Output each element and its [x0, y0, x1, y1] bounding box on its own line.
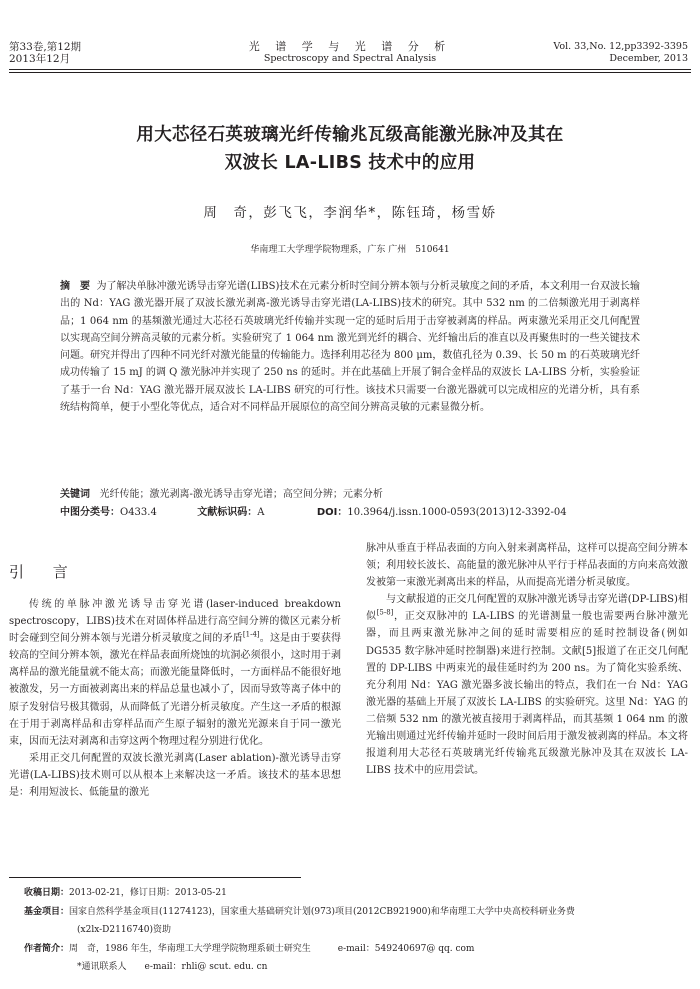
intro-paragraph-2-cont: 脉冲从垂直于样品表面的方向入射来剥离样品，这样可以提高空间分辨本领；利用较长波长、高能量的激光脉冲从平行于样品表面的方向来高效激发被第一束激光剥离出来的样品，从而提高光谱分析灵敏度。	[366, 543, 688, 589]
section-heading-intro: 引 言	[9, 563, 80, 581]
clc-value: O433.4	[120, 507, 157, 518]
footnote-rule	[9, 877, 301, 878]
author-bio	[24, 940, 690, 959]
affiliation: 华南理工大学理学院物理系，广东 广州 510641	[250, 245, 450, 255]
fund-info	[24, 903, 690, 922]
footnotes	[24, 884, 690, 977]
right-column	[366, 540, 688, 779]
received-label: 收稿日期：	[24, 888, 70, 898]
keywords-text: 光纤传能；激光剥离-激光诱导击穿光谱；高空间分辨；元素分析	[99, 489, 383, 500]
header-date-en: December, 2013	[609, 53, 688, 64]
keywords	[60, 486, 640, 503]
received-text: 2013-02-21，修订日期：2013-05-21	[69, 888, 227, 898]
doi-value: 10.3964/j.issn.1000-0593(2013)12-3392-04	[347, 507, 567, 518]
left-column	[9, 596, 341, 801]
intro-p3-text-a: 与文献报道的正交几何配置的双脉冲激光诱导击穿光谱(DP-LIBS)相似	[366, 594, 688, 623]
abstract-label: 摘 要	[60, 281, 91, 292]
title-line-1: 用大芯径石英玻璃光纤传输兆瓦级高能激光脉冲及其在	[136, 125, 564, 145]
title-line-2: 双波长 LA-LIBS 技术中的应用	[224, 153, 476, 173]
journal-title-en: Spectroscopy and Spectral Analysis	[263, 53, 437, 64]
fund-label: 基金项目：	[24, 906, 70, 917]
clc-label: 中图分类号：	[60, 507, 120, 518]
classification-row	[60, 504, 640, 521]
doi-label: DOI：	[316, 507, 348, 518]
intro-paragraph-2: 采用正交几何配置的双波长激光剥离(Laser ablation)-激光诱导击穿光谱(LA-LIBS)技术则可以从根本上来解决这一矛盾。该技术的基本思想是：利用短波长、低能量的激光	[9, 752, 341, 799]
keywords-label: 关键词	[60, 489, 90, 500]
header-volume-en: Vol. 33,No. 12,pp3392-3395	[553, 41, 688, 52]
abstract	[60, 278, 640, 416]
header-volume-en-block	[553, 41, 688, 65]
corresponding-author: *通讯联系人 e-mail：rhli@ scut. edu. cn	[77, 962, 268, 972]
header-volume	[9, 41, 81, 65]
intro-paragraph-1	[9, 596, 341, 750]
abstract-text: 为了解决单脉冲激光诱导击穿光谱(LIBS)技术在元素分析时空间分辨本领与分析灵敏度之间的矛盾，本文利用一台双波长输出的 Nd：YAG 激光器开展了双波长激光剥离-激光诱导击穿光谱(LA-LIBS)技术的研究。其中 532 nm 的二倍频激光用于剥离样品；1 064 nm 的基频激光通过大芯径石英玻璃光纤传输并实现一定的延时后用于击穿被剥离的样品。两束激光采用正交几何配置以实现高空间分辨高灵敏的元素分析。实验研究了 1 064 nm 激光到光纤的耦合、光纤输出后的准直以及再聚焦时的一些关键技术问题。研究并得出了四种不同光纤对激光能量的传输能力。选择利用芯径为 800 μm，数值孔径为 0.39、长 50 m 的石英玻璃光纤成功传输了 15 mJ 的调 Q 激光脉冲并实现了 250 ns 的延时。并在此基础上开展了铜合金样品的双波长 LA-LIBS 分析，实验验证了基于一台 Nd：YAG 激光器开展双波长 LA-LIBS 研究的可行性。该技术只需要一台激光器就可以完成相应的光谱分析，具有系统结构简单，便于小型化等优点，适合对不同样品开展原位的高空间分辨高灵敏的元素显微分析。	[60, 281, 641, 414]
intro-p1-text-a: 传统的单脉冲激光诱导击穿光谱(laser-induced breakdown spectroscopy，LIBS)技术在对固体样品进行高空间分辨的微区元素分析时会碰到空间分辨本领与光谱分析灵敏度之间的矛盾	[9, 599, 341, 645]
fund-line-1: 国家自然科学基金项目(11274123)，国家重大基础研究计划(973)项目(2012CB921900)和华南理工大学中央高校科研业务费	[69, 906, 575, 917]
citation-5-8: [5-8]	[376, 609, 394, 618]
journal-title-cn: 光 谱 学 与 光 谱 分 析	[248, 40, 452, 53]
header-rule-top	[9, 69, 691, 70]
paper-title	[60, 121, 640, 177]
received-date	[24, 884, 690, 903]
fund-line-2: (x2lx-D2116740)资助	[77, 925, 171, 935]
intro-p1-text-b: 。这是由于要获得较高的空间分辨本领，激光在样品表面所烧蚀的坑洞必须很小，这时用于剥离样品的激光能量就不能太高；而激光能量降低时，一方面样品不能很好地被激发，另一方面被剥离出来的样品总量也减小了，因而导致等离子体中的原子发射信号极其微弱，从而降低了光谱分析灵敏度。产生这一矛盾的根源在于用于剥离样品和击穿样品而产生原子辐射的激光光源来自于同一激光束，因而无法对剥离和击穿这两个物理过程分别进行优化。	[9, 633, 341, 747]
header-rule-bottom	[9, 72, 691, 73]
intro-paragraph-3	[366, 591, 688, 779]
header-date-cn: 2013年12月	[9, 53, 71, 65]
header-journal	[200, 41, 500, 65]
doc-code-label: 文献标识码：	[197, 507, 258, 518]
intro-p3-text-b: ，正交双脉冲的 LA-LIBS 的光谱测量一般也需要两台脉冲激光器，而且两束激光脉冲之间的延时需要相应的延时控制设备(例如 DG535 数字脉冲延时控制器)来进行控制。文献[5]报道了在正交几何配置的 DP-LIBS 中两束光的最佳延时约为 200 ns。为了简化实验系统、充分利用 Nd：YAG 激光器多波长输出的特点，我们在一台 Nd：YAG 激光器的基础上开展了双波长 LA-LIBS 的实验研究。这里 Nd：YAG 的二倍频 532 nm 的激光被直接用于剥离样品，而其基频 1 064 nm 的激光输出则通过光纤传输并延时一段时间后用于激发被剥离的样品。本文将报道利用大芯径石英玻璃光纤传输兆瓦级激光脉冲及其在双波长 LA-LIBS 技术中的应用尝试。	[366, 611, 689, 777]
authors: 周 奇，彭飞飞，李润华*，陈钰琦，杨雪娇	[203, 205, 497, 221]
header-volume-cn: 第33卷,第12期	[9, 41, 82, 53]
doc-code-value: A	[257, 507, 265, 518]
citation-1-4: [1-4]	[242, 630, 260, 639]
author-bio-label: 作者简介：	[24, 943, 70, 954]
author-bio-text: 周 奇，1986 年生，华南理工大学理学院物理系硕士研究生 e-mail：549240697@ qq. com	[69, 943, 475, 954]
